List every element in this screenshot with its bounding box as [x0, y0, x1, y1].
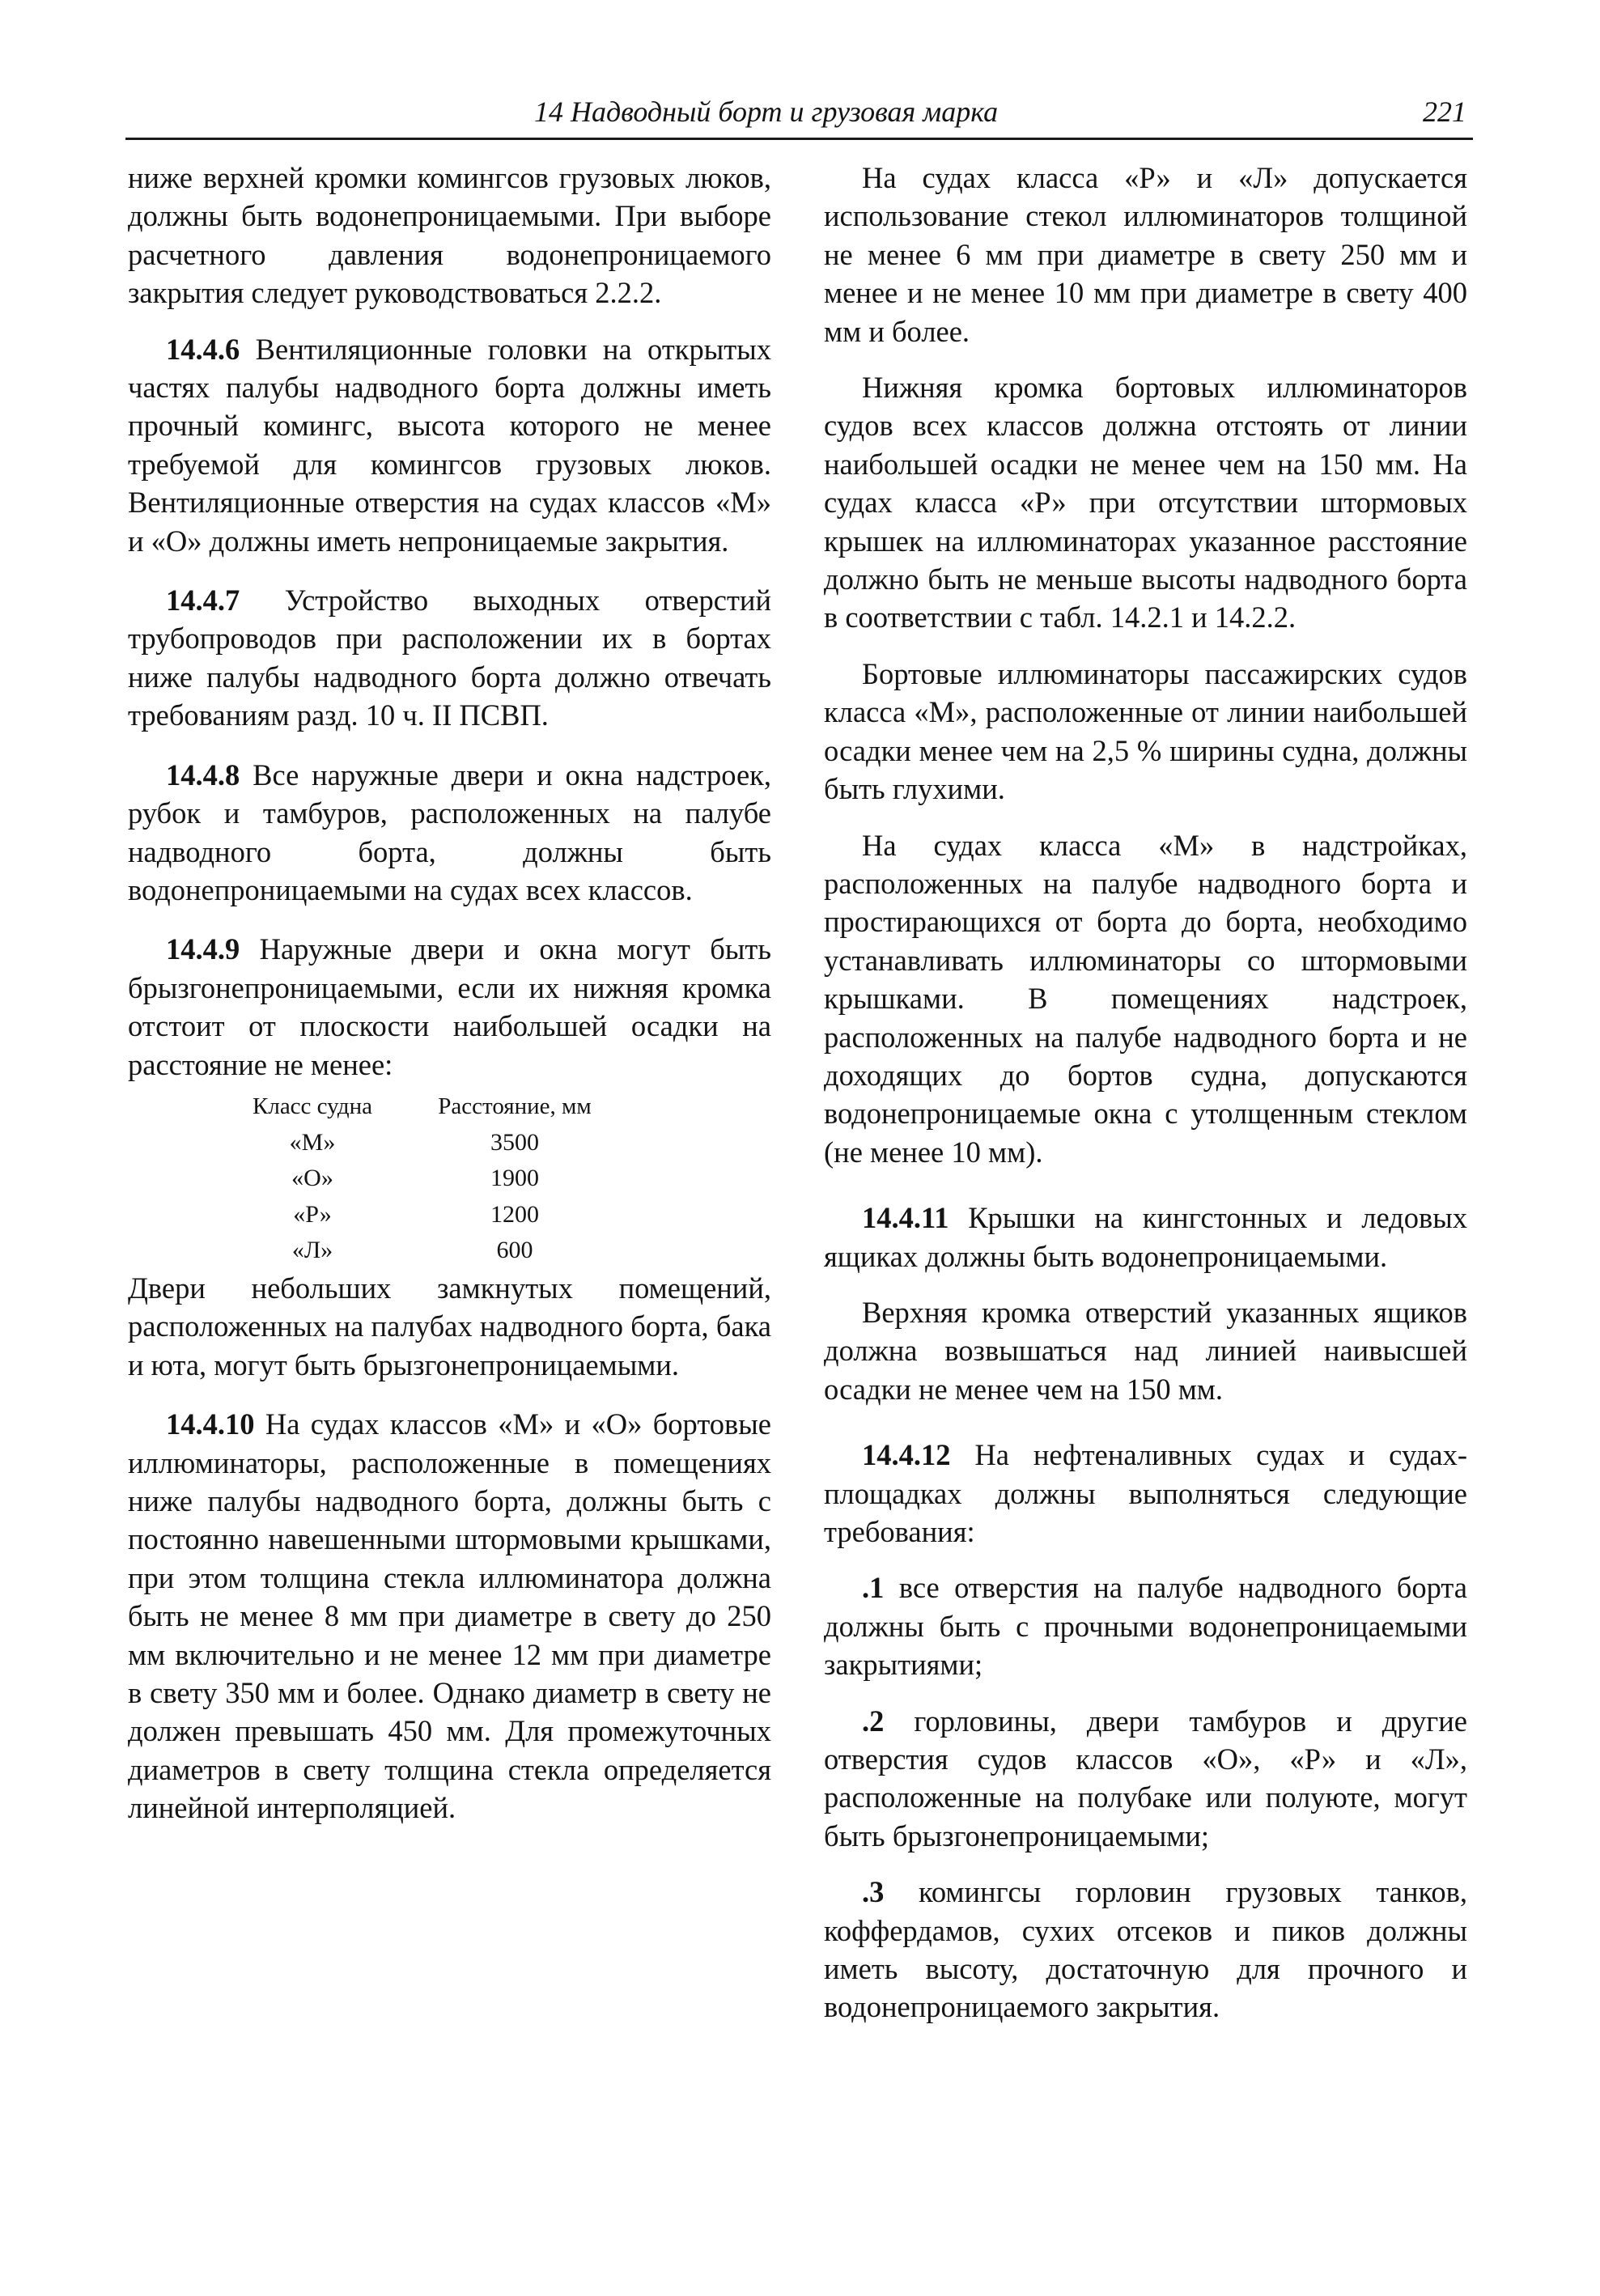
table-cell-class: «О» — [291, 1165, 333, 1192]
table-row — [231, 1125, 636, 1161]
list-item — [824, 1873, 1467, 2027]
right-column — [824, 159, 1467, 2044]
clause-number: 14.4.9 — [166, 932, 240, 966]
paragraph-doors-small-rooms: Двери небольших замкнутых помещений, расположенных на палубах надводного борта, бака и юта, могут быть брызгонепроницаемыми. — [128, 1271, 771, 1381]
paragraph-passenger-portholes: Бортовые иллюминаторы пассажирских судов класса «М», расположенные от линии наибольшей осадки менее чем на 2,5 % ширины судна, должны быть глухими. — [824, 656, 1467, 806]
clause-text: На нефтеналивных судах и судах-площадках должны выполняться следующие требования: — [824, 1438, 1467, 1548]
table-header-distance: Расстояние, мм — [438, 1093, 592, 1119]
list-item-number: .1 — [862, 1571, 885, 1605]
table-row — [231, 1197, 636, 1233]
paragraph-upper-edge: Верхняя кромка отверстий указанных ящиков должна возвышаться над линией наивысшей осадки не менее чем на 150 мм. — [824, 1295, 1467, 1406]
page-header — [125, 91, 1473, 140]
table-row — [231, 1161, 636, 1197]
clause-text: Крышки на кингстонных и ледовых ящиках должны быть водонепроницаемыми. — [824, 1201, 1467, 1273]
list-item-text: комингсы горловин грузовых танков, коффердамов, сухих отсеков и пиков должны иметь высоту, достаточную для прочного и водонепроницаемого закрытия. — [824, 1875, 1467, 2024]
table-header-class: Класс судна — [253, 1093, 372, 1119]
page-number: 221 — [1423, 95, 1466, 128]
clause-number: 14.4.8 — [166, 758, 240, 792]
paragraph-superstructures: На судах класса «М» в надстройках, расположенных на палубе надводного борта и простирающихся от борта до борта, необходимо устанавливать иллюминаторы со штормовыми крышками. В помещениях надстроек, расположенных на палубе надводного борта и не доходящих до бортов судна, допускаются водонепроницаемые окна с утолщенным стеклом (не менее 10 мм). — [824, 828, 1467, 1169]
table-row — [231, 1233, 636, 1269]
left-column — [128, 159, 771, 1845]
running-title: 14 Надводный борт и грузовая марка — [534, 95, 999, 128]
table-header-row — [231, 1089, 636, 1125]
clause-text: На судах классов «М» и «О» бортовые иллюминаторы, расположенные в помещениях ниже палубы надводного борта, должны быть с постоянно навешенными штормовыми крышками, при этом толщина стекла иллюминатора должна быть не менее 8 мм при диаметре в свету до 250 мм включительно и не менее 12 мм при диаметре в свету 350 мм и более. Однако диаметр в свету не должен превышать 450 мм. Для промежуточных диаметров в свету толщина стекла определяется линейной интерполяцией. — [128, 1407, 771, 1825]
clause-number: 14.4.6 — [166, 332, 240, 366]
clause-14-4-8 — [128, 756, 771, 910]
clause-number: 14.4.7 — [166, 584, 240, 618]
clause-text: Устройство выходных отверстий трубопроводов при расположении их в бортах ниже палубы надводного борта должно отвечать требованиям разд. 10 ч. II ПСВП. — [128, 584, 771, 732]
list-item-number: .3 — [862, 1875, 885, 1909]
table-cell-class: «М» — [289, 1128, 336, 1156]
table-cell-class: «Л» — [291, 1237, 333, 1264]
table-cell-class: «Р» — [293, 1200, 332, 1228]
list-item — [824, 1568, 1467, 1683]
paragraph-continuation: ниже верхней кромки комингсов грузовых люков, должны быть водонепроницаемыми. При выборе расчетного давления водонепроницаемого закрытия следует руководствоваться 2.2.2. — [128, 161, 771, 310]
paragraph-lower-edge: Нижняя кромка бортовых иллюминаторов судов всех классов должна отстоять от линии наибольшей осадки не менее чем на 150 мм. На судах класса «Р» при отсутствии штормовых крышек на иллюминаторах указанное расстояние должно быть не меньше высоты надводного борта в соответствии с табл. 14.2.1 и 14.2.2. — [824, 371, 1467, 634]
clause-14-4-9 — [128, 930, 771, 1084]
clause-14-4-7 — [128, 581, 771, 735]
paragraph-glass-thickness: На судах класса «Р» и «Л» допускается использование стекол иллюминаторов толщиной не менее 6 мм при диаметре в свету 250 мм и менее и не менее 10 мм при диаметре в свету 400 мм и более. — [824, 161, 1467, 348]
list-item-text: горловины, двери тамбуров и другие отверстия судов классов «О», «Р» и «Л», расположенные на полубаке или полуюте, могут быть брызгонепроницаемыми; — [824, 1704, 1467, 1853]
clause-text: Все наружные двери и окна надстроек, рубок и тамбуров, расположенных на палубе надводного борта, должны быть водонепроницаемыми на судах всех классов. — [128, 758, 771, 906]
table-cell-distance: 1900 — [490, 1165, 539, 1192]
list-item-text: все отверстия на палубе надводного борта должны быть с прочными водонепроницаемыми закрытиями; — [824, 1571, 1467, 1682]
table-cell-distance: 600 — [496, 1237, 533, 1264]
clause-14-4-11 — [824, 1199, 1467, 1275]
clause-14-4-6 — [128, 330, 771, 560]
clause-number: 14.4.11 — [862, 1201, 949, 1235]
table-cell-distance: 3500 — [490, 1128, 539, 1156]
list-item-number: .2 — [862, 1704, 885, 1738]
clause-text: Наружные двери и окна могут быть брызгонепроницаемыми, если их нижняя кромка отстоит от плоскости наибольшей осадки на расстояние не менее: — [128, 932, 771, 1081]
distance-table — [231, 1089, 636, 1269]
clause-14-4-10 — [128, 1405, 771, 1827]
list-item — [824, 1702, 1467, 1856]
clause-text: Вентиляционные головки на открытых частях палубы надводного борта должны иметь прочный комингс, высота которого не менее требуемой для комингсов грузовых люков. Вентиляционные отверстия на судах классов «М» и «О» должны иметь непроницаемые закрытия. — [128, 332, 771, 558]
table-cell-distance: 1200 — [490, 1200, 539, 1228]
clause-number: 14.4.12 — [862, 1438, 951, 1472]
clause-14-4-12 — [824, 1436, 1467, 1551]
clause-number: 14.4.10 — [166, 1407, 255, 1441]
